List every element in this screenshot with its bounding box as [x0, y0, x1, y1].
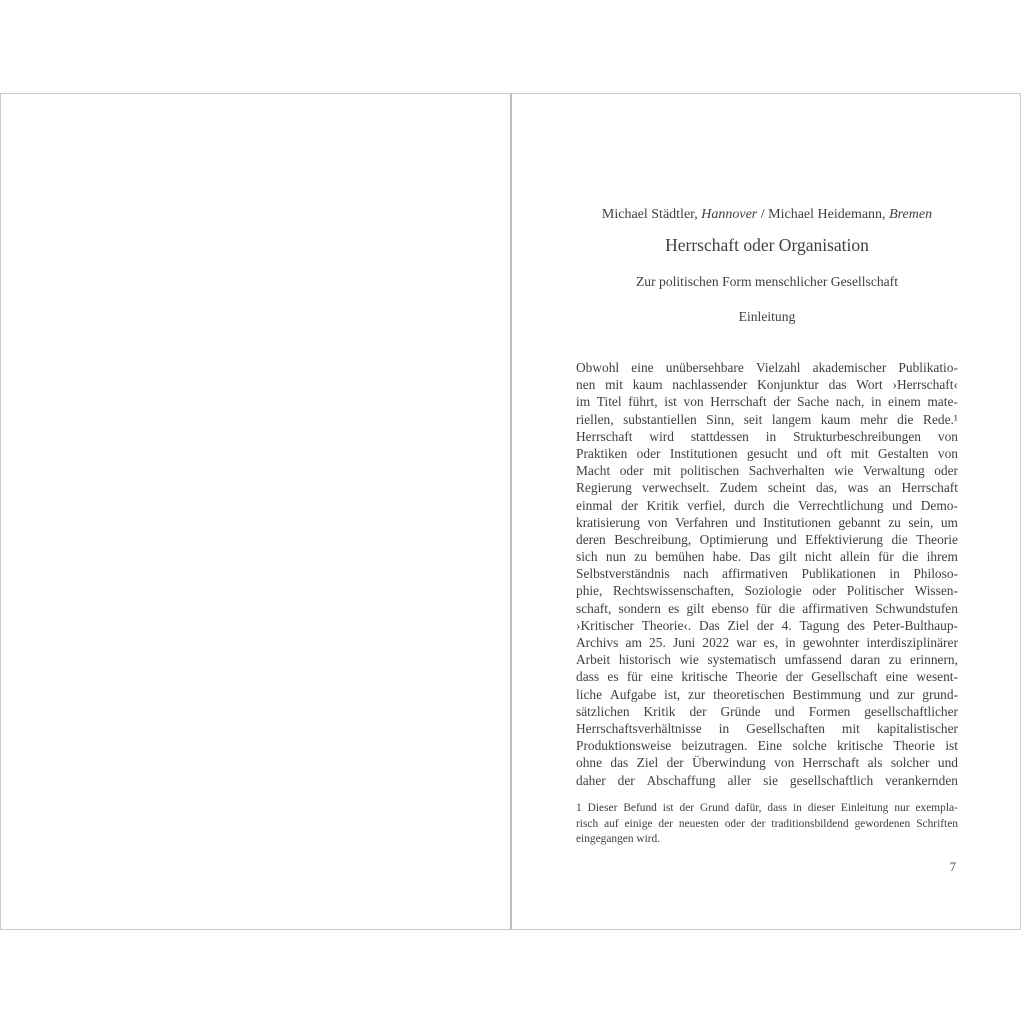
- text-line: deren Beschreibung, Optimierung und Effektivierung die Theorie: [576, 531, 958, 547]
- text-line: Praktiken oder Institutionen gesucht und oft mit Gestalten von: [576, 445, 958, 461]
- text-line: nen mit kaum nachlassender Konjunktur das Wort ›Herrschaft‹: [576, 377, 958, 393]
- text-line: 1 Dieser Befund ist der Grund dafür, dass in dieser Einleitung nur exempla-: [576, 802, 958, 814]
- section-heading: Einleitung: [738, 309, 796, 324]
- text-line: risch auf einige der neuesten oder der traditionsbildend gewordenen Schriften: [576, 817, 958, 830]
- text-line: sich nun zu bemühen habe. Das gilt nicht allein für die ihrem: [576, 549, 958, 565]
- text-line: dass es für eine kritische Theorie der Gesellschaft eine wesent-: [576, 669, 958, 685]
- text-line: riellen, substantiellen Sinn, seit langem kaum mehr die Rede.¹: [576, 411, 958, 427]
- text-line: daher der Abschaffung aller sie gesellschaftlich verankernden: [576, 772, 958, 788]
- text-line: Produktionsweise beizutragen. Eine solche kritische Theorie ist: [576, 738, 958, 754]
- author-city-2: Bremen: [889, 207, 933, 222]
- author-name-2: / Michael Heidemann,: [757, 207, 890, 222]
- text-line: einmal der Kritik verfiel, durch die Verrechtlichung und Demo-: [576, 497, 958, 513]
- text-column: [576, 94, 958, 929]
- chapter-title: Herrschaft oder Organisation: [665, 235, 869, 255]
- text-line: schaft, sondern es gilt ebenso für die affirmativen Schwundstufen: [576, 600, 958, 616]
- text-line: Selbstverständnis nach affirmativen Publikationen in Philoso-: [576, 566, 958, 582]
- text-line: Regierung verwechselt. Zudem scheint das, was an Herrschaft: [576, 480, 958, 496]
- page-number: 7: [949, 860, 956, 874]
- text-line: im Titel führt, ist von Herrschaft der Sache nach, in einem mate-: [576, 394, 958, 410]
- text-line: Archivs am 25. Juni 2022 war es, in gewohnter interdisziplinärer: [576, 635, 958, 650]
- text-line: kratisierung von Verfahren und Institutionen gebannt zu sein, um: [576, 514, 958, 530]
- author-byline: [576, 206, 958, 224]
- text-line: Macht oder mit politischen Sachverhalten wie Verwaltung oder: [576, 463, 958, 479]
- footnote: [576, 802, 958, 849]
- author-name-1: Michael Städtler,: [601, 207, 702, 222]
- book-spread: [0, 93, 1021, 930]
- text-line: ›Kritischer Theorie‹. Das Ziel der 4. Tagung des Peter-Bulthaup-: [576, 617, 958, 633]
- text-line: Obwohl eine unübersehbare Vielzahl akademischer Publikatio-: [576, 360, 958, 375]
- text-line: Herrschaft wird stattdessen in Strukturbeschreibungen von: [576, 428, 958, 444]
- body-paragraph: [576, 360, 958, 790]
- right-page: [511, 93, 1021, 930]
- text-line: sätzlichen Kritik der Gründe und Formen gesellschaftlicher: [576, 703, 958, 719]
- chapter-subtitle: Zur politischen Form menschlicher Gesellschaft: [636, 274, 898, 289]
- text-line: Arbeit historisch wie systematisch umfassend daran zu erinnern,: [576, 652, 958, 668]
- text-line: Herrschaftsverhältnisse in Gesellschaften mit kapitalistischer: [576, 720, 958, 736]
- text-line: phie, Rechtswissenschaften, Soziologie oder Politischer Wissen-: [576, 583, 958, 599]
- text-line: eingegangen wird.: [576, 833, 661, 846]
- text-line: liche Aufgabe ist, zur theoretischen Bestimmung und zur grund-: [576, 686, 958, 702]
- left-page-blank: [0, 93, 511, 930]
- author-city-1: Hannover: [701, 207, 758, 222]
- text-line: ohne das Ziel der Überwindung von Herrschaft als solcher und: [576, 755, 958, 771]
